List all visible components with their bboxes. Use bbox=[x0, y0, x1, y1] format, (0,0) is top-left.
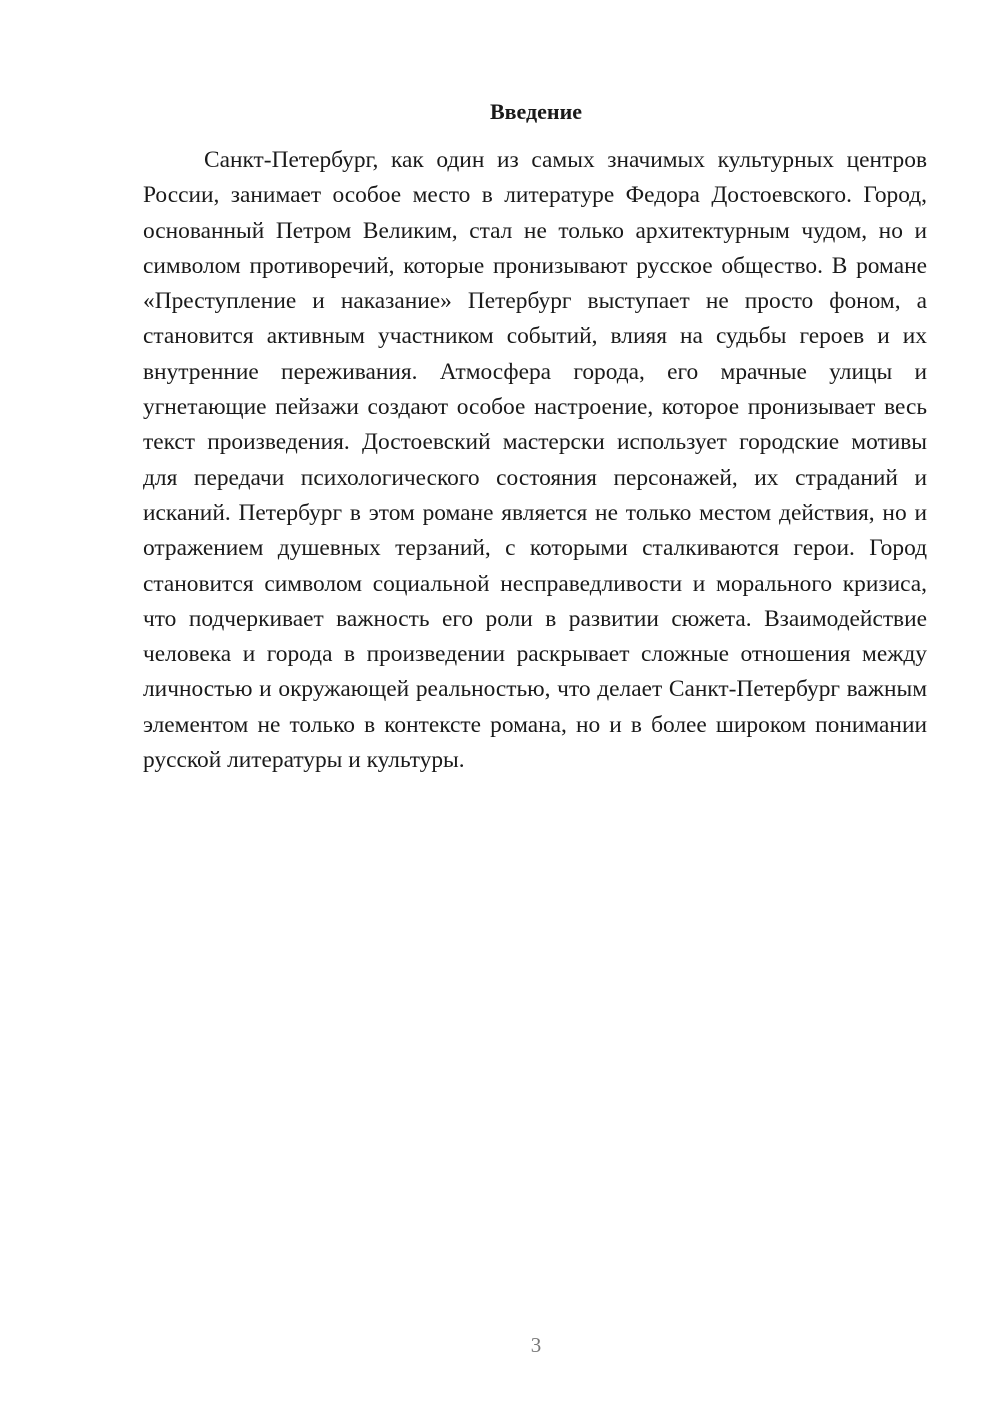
body-paragraph: Санкт-Петербург, как один из самых значимых культурных центров России, занимает особое место в литературе Федора Достоевского. Город, основанный Петром Великим, стал не только архитектурным чудом, но и символом противоречий, которые пронизывают русское общество. В романе «Преступление и наказание» Петербург выступает не просто фоном, а становится активным участником событий, влияя на судьбы героев и их внутренние переживания. Атмосфера города, его мрачные улицы и угнетающие пейзажи создают особое настроение, которое пронизывает весь текст произведения. Достоевский мастерски использует городские мотивы для передачи психологического состояния персонажей, их страданий и исканий. Петербург в этом романе является не только местом действия, но и отражением душевных терзаний, с которыми сталкиваются герои. Город становится символом социальной несправедливости и морального кризиса, что подчеркивает важность его роли в развитии сюжета. Взаимодействие человека и города в произведении раскрывает сложные отношения между личностью и окружающей реальностью, что делает Санкт-Петербург важным элементом не только в контексте романа, но и в более широком понимании русской литературы и культуры. bbox=[143, 147, 927, 774]
section-heading: Введение bbox=[489, 99, 583, 124]
page-number: 3 bbox=[530, 1333, 542, 1357]
